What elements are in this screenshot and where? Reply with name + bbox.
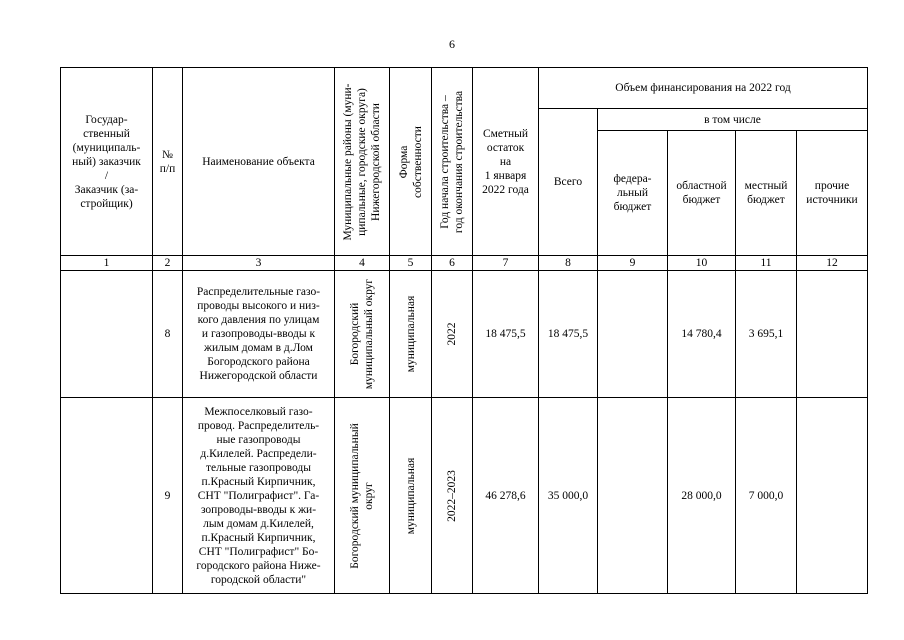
column-number: 11 (736, 256, 797, 271)
row-local: 3 695,1 (736, 271, 797, 398)
row-customer (61, 398, 153, 594)
financing-table (60, 67, 868, 594)
row-years: 2022 (432, 271, 473, 398)
row-ownership: муниципальная (390, 271, 432, 398)
header-years: Год начала строительства – год окончания строительства (432, 68, 473, 256)
row-federal (598, 271, 668, 398)
header-district: Муниципальные районы (муни- ципальные, городские округа) Нижегородской области (335, 68, 390, 256)
header-number: № п/п (153, 68, 183, 256)
row-number: 9 (153, 398, 183, 594)
table-row (61, 398, 868, 594)
header-object-name: Наименование объекта (183, 68, 335, 256)
header-ownership: Форма собственности (390, 68, 432, 256)
header-estimate: Сметный остаток на 1 января 2022 года (473, 68, 539, 256)
header-customer: Государ- ственный (муниципаль- ный) заказчик / Заказчик (за- стройщик) (61, 68, 153, 256)
header-including: в том числе (598, 109, 868, 131)
column-number: 8 (539, 256, 598, 271)
column-number: 5 (390, 256, 432, 271)
header-local: местный бюджет (736, 131, 797, 256)
column-number: 12 (797, 256, 868, 271)
row-ownership: муниципальная (390, 398, 432, 594)
row-local: 7 000,0 (736, 398, 797, 594)
row-total: 35 000,0 (539, 398, 598, 594)
column-number: 7 (473, 256, 539, 271)
row-regional: 28 000,0 (668, 398, 736, 594)
row-federal (598, 398, 668, 594)
column-number: 3 (183, 256, 335, 271)
row-other (797, 271, 868, 398)
row-object-name: Распределительные газо- проводы высокого и низ- кого давления по улицам и газопроводы-вводы к жилым домам в д.Лом Богородского района Нижегородской области (183, 271, 335, 398)
table-row (61, 271, 868, 398)
column-number: 1 (61, 256, 153, 271)
row-years: 2022–2023 (432, 398, 473, 594)
row-district: Богородский муниципальный округ (335, 398, 390, 594)
row-other (797, 398, 868, 594)
row-estimate: 46 278,6 (473, 398, 539, 594)
page-number: 6 (449, 37, 455, 51)
row-total: 18 475,5 (539, 271, 598, 398)
header-federal: федера- льный бюджет (598, 131, 668, 256)
row-estimate: 18 475,5 (473, 271, 539, 398)
column-number: 10 (668, 256, 736, 271)
header-funding: Объем финансирования на 2022 год (539, 68, 868, 109)
row-number: 8 (153, 271, 183, 398)
column-number: 2 (153, 256, 183, 271)
column-number-row (61, 256, 868, 271)
column-number: 6 (432, 256, 473, 271)
row-district: Богородский муниципальный округ (335, 271, 390, 398)
header-total: Всего (539, 109, 598, 256)
column-number: 9 (598, 256, 668, 271)
header-other: прочие источники (797, 131, 868, 256)
row-object-name: Межпоселковый газо- провод. Распределитель- ные газопроводы д.Килелей. Распредели- тельные газопроводы п.Красный Кирпичник, СНТ "Полиграфист". Га- зопроводы-вводы к жи- лым домам д.Килелей, п.Красный Кирпичник, СНТ "Полиграфист" Бо- городского района Ниже- городской области" (183, 398, 335, 594)
column-number: 4 (335, 256, 390, 271)
header-regional: областной бюджет (668, 131, 736, 256)
row-customer (61, 271, 153, 398)
row-regional: 14 780,4 (668, 271, 736, 398)
